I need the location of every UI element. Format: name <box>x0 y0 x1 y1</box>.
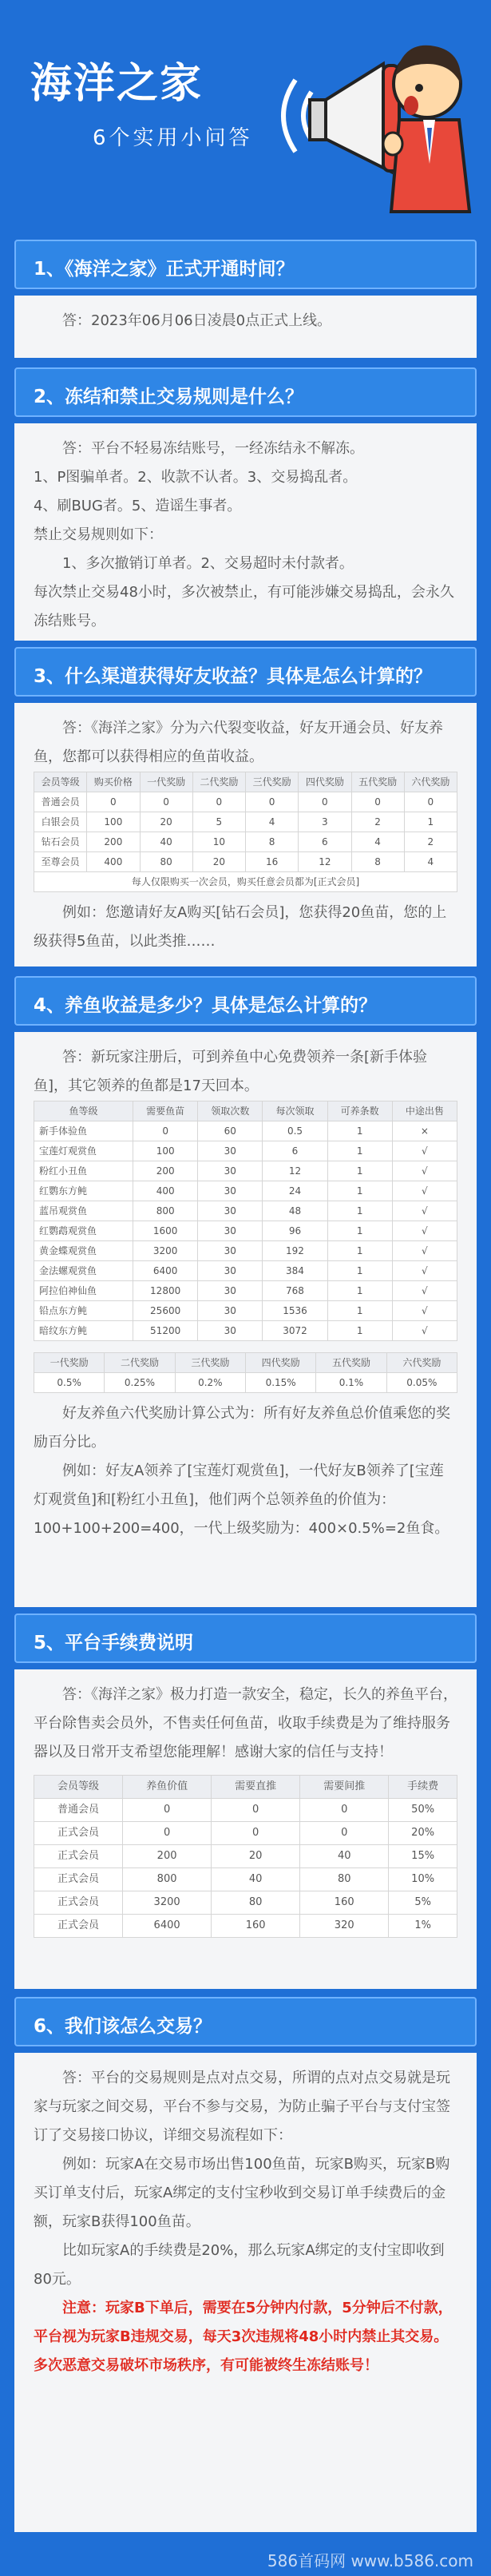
example-text: 例如：玩家A在交易市场出售100鱼苗，玩家B购买，玩家B购买订单支付后，玩家A绑定的支付宝秒收到交易订单手续费后的金额，玩家B获得100鱼苗。 <box>34 2156 450 2230</box>
table-cell: 6 <box>263 1141 327 1161</box>
section-6 <box>14 1997 477 2532</box>
table-header-cell: 可养条数 <box>327 1101 392 1121</box>
table-cell: 20 <box>212 1845 300 1868</box>
table-note: 每人仅限购买一次会员，购买任意会员都为[正式会员] <box>34 872 457 892</box>
table-cell: 30 <box>198 1181 263 1201</box>
rule-list: 4、刷BUG者。5、造谣生事者。 <box>34 498 242 514</box>
table-cell: 暗纹东方鲀 <box>34 1321 133 1341</box>
table-cell: 12800 <box>133 1281 198 1301</box>
table-cell: 800 <box>123 1868 212 1891</box>
section-body <box>14 423 477 641</box>
table-cell: 正式会员 <box>34 1822 123 1845</box>
table-cell: 1 <box>327 1281 392 1301</box>
table-cell: 1 <box>327 1261 392 1281</box>
page-title: 海洋之家 <box>30 60 204 108</box>
formula-text: 好友养鱼六代奖励计算公式为：所有好友养鱼总价值乘您的奖励百分比。 <box>34 1405 450 1451</box>
table-cell: 30 <box>198 1141 263 1161</box>
table-cell: 30 <box>198 1241 263 1261</box>
table-header-cell: 一代奖励 <box>140 772 192 792</box>
table-cell: 正式会员 <box>34 1868 123 1891</box>
table-cell: 2 <box>351 812 404 832</box>
rule-list: 1、多次撤销订单者。2、交易超时未付款者。 <box>62 555 354 572</box>
table-cell: 0.5% <box>34 1373 105 1393</box>
table-cell: 0 <box>140 792 192 812</box>
table-header-cell: 六代奖励 <box>404 772 457 792</box>
hero-banner <box>0 0 491 240</box>
table-cell: √ <box>392 1301 457 1321</box>
footer <box>0 2540 491 2576</box>
section-2 <box>14 367 477 641</box>
table-row <box>34 812 457 832</box>
table-header-cell: 需要直推 <box>212 1776 300 1799</box>
table-cell: 新手体验鱼 <box>34 1121 133 1141</box>
section-5 <box>14 1613 477 1989</box>
table-cell: 0 <box>300 1799 389 1822</box>
answer-text: 答：平台不轻易冻结账号，一经冻结永不解冻。 <box>62 440 364 457</box>
table-cell: 100 <box>133 1141 198 1161</box>
table-cell: 1 <box>327 1161 392 1181</box>
table-cell: 1 <box>404 812 457 832</box>
table-cell: 400 <box>133 1181 198 1201</box>
table-cell: 1 <box>327 1221 392 1241</box>
answer-text: 答：平台的交易规则是点对点交易，所谓的点对点交易就是玩家与玩家之间交易，平台不参与交易，为防止骗子平台与支付宝签订了交易接口协议，详细交易流程如下： <box>34 2070 450 2144</box>
table-cell: 100 <box>87 812 140 832</box>
section-title: 6、我们该怎么交易？ <box>34 2016 212 2037</box>
table-cell: 3200 <box>123 1891 212 1915</box>
table-cell: 1600 <box>133 1221 198 1241</box>
table-row <box>34 792 457 812</box>
table-row <box>34 1891 457 1915</box>
table-cell: 0.05% <box>386 1373 457 1393</box>
answer-text: 答：新玩家注册后，可到养鱼中心免费领养一条[新手体验鱼]，其它领养的鱼都是17天回本。 <box>34 1049 428 1094</box>
section-title: 1、《海洋之家》正式开通时间？ <box>34 259 295 280</box>
table-header-cell: 需要鱼苗 <box>133 1101 198 1121</box>
table-cell: 0 <box>87 792 140 812</box>
warning-text: 注意：玩家B下单后，需要在5分钟内付款，5分钟后不付款，平台视为玩家B违规交易，每天3次违规将48小时内禁止其交易。多次恶意交易破坏市场秩序，有可能被终生冻结账号！ <box>34 2300 453 2374</box>
table-cell: 40 <box>140 832 192 852</box>
table-header-cell: 会员等级 <box>34 1776 123 1799</box>
table-cell: 4 <box>351 832 404 852</box>
table-cell: 阿拉伯神仙鱼 <box>34 1281 133 1301</box>
table-cell: 1 <box>327 1201 392 1221</box>
section-header <box>14 367 477 417</box>
table-cell: √ <box>392 1221 457 1241</box>
section-header <box>14 1997 477 2046</box>
table-cell: 50% <box>389 1799 457 1822</box>
table-cell: 0 <box>123 1799 212 1822</box>
section-3 <box>14 647 477 966</box>
table-cell: 40 <box>212 1868 300 1891</box>
table-cell: 钻石会员 <box>34 832 87 852</box>
table-header-cell: 六代奖励 <box>386 1353 457 1373</box>
table-header-row <box>34 1101 457 1121</box>
rule-list: 1、P图骗单者。2、收款不认者。3、交易捣乱者。 <box>34 469 358 486</box>
page-subtitle: 6个实用小问答 <box>93 126 253 150</box>
section-header <box>14 647 477 697</box>
table-cell: 正式会员 <box>34 1845 123 1868</box>
table-header-cell: 会员等级 <box>34 772 87 792</box>
table-cell: 0.2% <box>175 1373 245 1393</box>
table-cell: 160 <box>300 1891 389 1915</box>
table-cell: 蓝吊观赏鱼 <box>34 1201 133 1221</box>
table-cell: 0.5 <box>263 1121 327 1141</box>
table-cell: 48 <box>263 1201 327 1221</box>
table-cell: 80 <box>212 1891 300 1915</box>
table-cell: 768 <box>263 1281 327 1301</box>
section-title: 4、养鱼收益是多少？具体是怎么计算的？ <box>34 995 378 1016</box>
table-row <box>34 852 457 872</box>
section-4 <box>14 976 477 1607</box>
table-cell: 800 <box>133 1201 198 1221</box>
megaphone-mascot-icon <box>263 16 479 216</box>
table-header-cell: 三代奖励 <box>175 1353 245 1373</box>
table-cell: 正式会员 <box>34 1891 123 1915</box>
table-cell: × <box>392 1121 457 1141</box>
table-cell: 40 <box>300 1845 389 1868</box>
table-cell: √ <box>392 1241 457 1261</box>
table-cell: 30 <box>198 1261 263 1281</box>
table-cell: 0 <box>192 792 245 812</box>
table-cell: 1 <box>327 1301 392 1321</box>
watermark: 586首码网 www.b586.com <box>267 2551 473 2570</box>
table-cell: 宝莲灯观赏鱼 <box>34 1141 133 1161</box>
table-row <box>34 1221 457 1241</box>
section-header <box>14 240 477 289</box>
table-cell: √ <box>392 1321 457 1341</box>
table-row <box>34 1373 457 1393</box>
table-row <box>34 1161 457 1181</box>
table-cell: 3200 <box>133 1241 198 1261</box>
table-cell: 60 <box>198 1121 263 1141</box>
table-cell: 0 <box>404 792 457 812</box>
section-body <box>14 1669 477 1989</box>
table-cell: 200 <box>123 1845 212 1868</box>
table-cell: 16 <box>246 852 299 872</box>
table-cell: 4 <box>404 852 457 872</box>
table-cell: 0 <box>300 1822 389 1845</box>
table-cell: √ <box>392 1261 457 1281</box>
table-row <box>34 1868 457 1891</box>
table-header-row <box>34 772 457 792</box>
table-cell: 192 <box>263 1241 327 1261</box>
section-header <box>14 1613 477 1663</box>
fee-table <box>34 1775 457 1938</box>
table-cell: 普通会员 <box>34 1799 123 1822</box>
table-cell: 20 <box>140 812 192 832</box>
table-cell: 10% <box>389 1868 457 1891</box>
answer-text: 答：《海洋之家》分为六代裂变收益，好友开通会员、好友养鱼，您都可以获得相应的鱼苗收益。 <box>34 720 443 765</box>
table-cell: 30 <box>198 1201 263 1221</box>
table-cell: √ <box>392 1141 457 1161</box>
table-cell: 0 <box>133 1121 198 1141</box>
table-cell: 6400 <box>123 1915 212 1938</box>
table-cell: 5% <box>389 1891 457 1915</box>
table-cell: 普通会员 <box>34 792 87 812</box>
section-header <box>14 976 477 1026</box>
table-cell: 384 <box>263 1261 327 1281</box>
table-cell: 粉红小丑鱼 <box>34 1161 133 1181</box>
table-cell: 200 <box>87 832 140 852</box>
table-cell: 8 <box>246 832 299 852</box>
table-row <box>34 832 457 852</box>
section-title: 5、平台手续费说明 <box>34 1633 194 1653</box>
table-header-row <box>34 1353 457 1373</box>
table-cell: 红鹦东方鲀 <box>34 1181 133 1201</box>
table-header-cell: 四代奖励 <box>299 772 351 792</box>
table-cell: 400 <box>87 852 140 872</box>
table-cell: 30 <box>198 1221 263 1241</box>
table-header-cell: 三代奖励 <box>246 772 299 792</box>
table-row <box>34 1261 457 1281</box>
table-row <box>34 1121 457 1141</box>
section-title: 2、冻结和禁止交易规则是什么？ <box>34 387 304 407</box>
table-row <box>34 1241 457 1261</box>
table-cell: 白银会员 <box>34 812 87 832</box>
table-header-cell: 五代奖励 <box>316 1353 386 1373</box>
table-cell: 30 <box>198 1281 263 1301</box>
table-cell: √ <box>392 1201 457 1221</box>
table-cell: 320 <box>300 1915 389 1938</box>
table-header-cell: 领取次数 <box>198 1101 263 1121</box>
example-text: 例如：您邀请好友A购买[钻石会员]，您获得20鱼苗，您的上级获得5鱼苗，以此类推…… <box>34 904 447 950</box>
table-cell: 铅点东方鲀 <box>34 1301 133 1321</box>
table-cell: 0 <box>246 792 299 812</box>
section-body <box>14 703 477 966</box>
table-header-cell: 中途出售 <box>392 1101 457 1121</box>
table-cell: 红鹦鹉观赏鱼 <box>34 1221 133 1241</box>
table-cell: 6 <box>299 832 351 852</box>
table-cell: 1% <box>389 1915 457 1938</box>
table-row <box>34 1181 457 1201</box>
table-cell: 至尊会员 <box>34 852 87 872</box>
table-cell: 1536 <box>263 1301 327 1321</box>
table-cell: 0 <box>351 792 404 812</box>
table-cell: 3 <box>299 812 351 832</box>
answer-text: 答：2023年06月06日凌晨0点正式上线。 <box>62 312 332 329</box>
table-cell: 15% <box>389 1845 457 1868</box>
section-body <box>14 296 477 358</box>
referral-rate-table <box>34 1352 457 1393</box>
table-cell: 黄金蝶观赏鱼 <box>34 1241 133 1261</box>
table-header-cell: 手续费 <box>389 1776 457 1799</box>
table-cell: 1 <box>327 1321 392 1341</box>
example-text: 比如玩家A的手续费是20%，那么玩家A绑定的支付宝即收到80元。 <box>34 2242 445 2288</box>
table-cell: 10 <box>192 832 245 852</box>
table-row <box>34 1141 457 1161</box>
table-cell: 96 <box>263 1221 327 1241</box>
table-header-row <box>34 1776 457 1799</box>
subheading: 禁止交易规则如下： <box>34 526 163 543</box>
section-body <box>14 1032 477 1607</box>
table-cell: 0 <box>212 1799 300 1822</box>
table-cell: 160 <box>212 1915 300 1938</box>
table-cell: 0 <box>299 792 351 812</box>
table-row <box>34 1201 457 1221</box>
table-cell: 1 <box>327 1181 392 1201</box>
membership-reward-table <box>34 772 457 872</box>
table-cell: 30 <box>198 1321 263 1341</box>
table-cell: 5 <box>192 812 245 832</box>
table-cell: 25600 <box>133 1301 198 1321</box>
table-header-cell: 二代奖励 <box>105 1353 175 1373</box>
table-row <box>34 1321 457 1341</box>
fish-level-table <box>34 1101 457 1341</box>
table-row <box>34 1799 457 1822</box>
table-cell: 正式会员 <box>34 1915 123 1938</box>
table-header-cell: 养鱼价值 <box>123 1776 212 1799</box>
table-row <box>34 1281 457 1301</box>
table-cell: 0 <box>123 1822 212 1845</box>
table-header-cell: 需要间推 <box>300 1776 389 1799</box>
table-cell: 0 <box>212 1822 300 1845</box>
section-body <box>14 2053 477 2532</box>
table-cell: 30 <box>198 1301 263 1321</box>
table-cell: 4 <box>246 812 299 832</box>
table-cell: 0.1% <box>316 1373 386 1393</box>
section-1 <box>14 240 477 358</box>
table-cell: 30 <box>198 1161 263 1181</box>
table-row <box>34 1822 457 1845</box>
table-cell: 1 <box>327 1141 392 1161</box>
answer-text: 答：《海洋之家》极力打造一款安全，稳定，长久的养鱼平台，平台除售卖会员外，不售卖任何鱼苗，收取手续费是为了维持服务器以及日常开支希望您能理解！感谢大家的信任与支持！ <box>34 1686 457 1760</box>
table-cell: √ <box>392 1161 457 1181</box>
table-cell: 12 <box>263 1161 327 1181</box>
table-cell: 80 <box>140 852 192 872</box>
table-cell: 12 <box>299 852 351 872</box>
table-cell: 3072 <box>263 1321 327 1341</box>
table-row <box>34 1301 457 1321</box>
table-cell: 8 <box>351 852 404 872</box>
table-cell: 1 <box>327 1121 392 1141</box>
table-cell: 1 <box>327 1241 392 1261</box>
table-cell: √ <box>392 1281 457 1301</box>
table-header-cell: 四代奖励 <box>245 1353 315 1373</box>
table-cell: 20% <box>389 1822 457 1845</box>
table-cell: 0.15% <box>245 1373 315 1393</box>
table-cell: 2 <box>404 832 457 852</box>
table-header-cell: 购买价格 <box>87 772 140 792</box>
table-cell: 24 <box>263 1181 327 1201</box>
table-cell: 0.25% <box>105 1373 175 1393</box>
table-header-cell: 每次领取 <box>263 1101 327 1121</box>
table-cell: 51200 <box>133 1321 198 1341</box>
table-cell: 20 <box>192 852 245 872</box>
table-cell: 6400 <box>133 1261 198 1281</box>
table-header-cell: 鱼等级 <box>34 1101 133 1121</box>
table-cell: 金法螺观赏鱼 <box>34 1261 133 1281</box>
table-header-cell: 二代奖励 <box>192 772 245 792</box>
rule-detail: 每次禁止交易48小时，多次被禁止，有可能涉嫌交易捣乱，会永久冻结账号。 <box>34 584 454 629</box>
section-title: 3、什么渠道获得好友收益？具体是怎么计算的？ <box>34 666 433 687</box>
table-row <box>34 1915 457 1938</box>
table-header-cell: 五代奖励 <box>351 772 404 792</box>
table-header-cell: 一代奖励 <box>34 1353 105 1373</box>
table-row <box>34 1845 457 1868</box>
table-cell: 200 <box>133 1161 198 1181</box>
example-text: 例如：好友A领养了[宝莲灯观赏鱼]，一代好友B领养了[宝莲灯观赏鱼]和[粉红小丑鱼]，他们两个总领养鱼的价值为：100+100+200=400，一代上级奖励为：400×0.5%=2鱼食。 <box>34 1463 449 1537</box>
table-cell: 80 <box>300 1868 389 1891</box>
table-cell: √ <box>392 1181 457 1201</box>
